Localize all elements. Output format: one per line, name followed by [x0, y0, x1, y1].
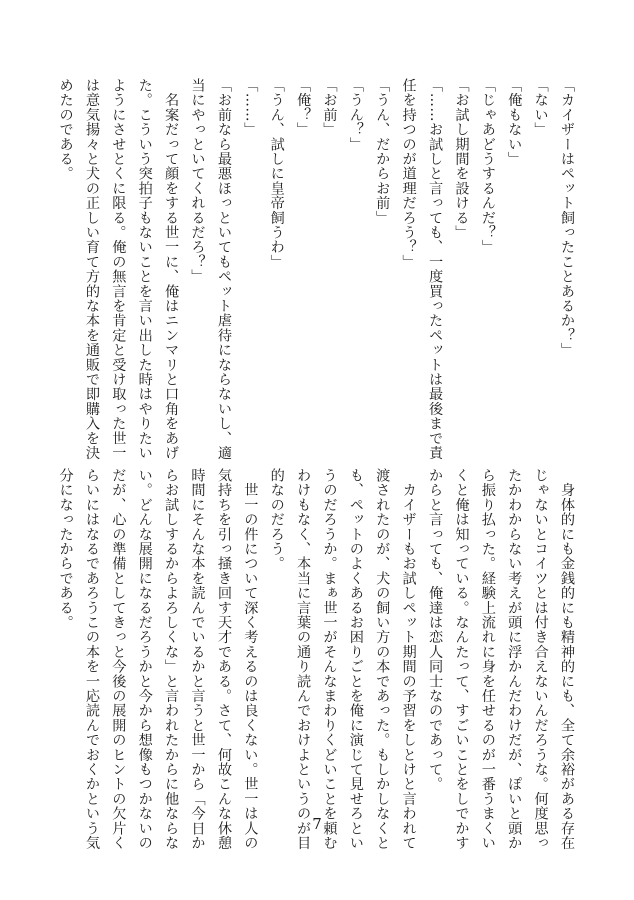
lower-text-block — [46, 468, 575, 851]
text-column: 当にやっといてくれるだろ？」 — [189, 78, 206, 284]
text-column: 「……」 — [242, 78, 259, 137]
text-column: からと言っても、俺達は恋人同士なのであって。 — [427, 468, 444, 792]
text-column: 「……お試しと言っても、一度買ったペットは最後まで責 — [427, 78, 444, 461]
text-column: ら振り払った。経験上流れに身を任せるのが一番うまくい — [479, 468, 496, 851]
text-column: い。どんな展開になるだろうかと今から想像もつかないの — [136, 468, 153, 851]
text-column: 「ない」 — [532, 78, 549, 137]
text-column: 時間にそんな本を読んでいるかと言うと世一から「今日か — [189, 468, 206, 851]
text-column: 名案だって顔をする世一に、俺はニンマリと口角をあげ — [163, 78, 180, 461]
text-column: 「お前」 — [321, 78, 338, 137]
text-column: 任を持つのが道理だろう？」 — [400, 78, 417, 270]
text-column: 「俺？」 — [295, 78, 312, 137]
text-column: らいにはなるであろうこの本を一応読んでおくかという気 — [83, 468, 100, 851]
text-column: 分になったからである。 — [57, 468, 74, 630]
text-column: たかわからない考えが頭に浮かんだわけだが、ぽいと頭か — [506, 468, 523, 851]
text-column: 「うん？」 — [347, 78, 364, 152]
text-column: も、ペットのよくあるお困りごとを俺に演じて見せろとい — [347, 468, 364, 851]
text-column: めたのである。 — [57, 78, 74, 181]
text-column: 「うん、だからお前」 — [374, 78, 391, 225]
text-column: うのだろうか。まぁ世一がそんなまわりくどいことを頼む — [321, 468, 338, 851]
text-column: らお試しするからよろしくな」と言われたからに他ならな — [163, 468, 180, 851]
upper-text-block — [46, 78, 575, 461]
text-column: カイザーもお試しペット期間の予習をしとけと言われて — [400, 468, 417, 851]
page-number: 7 — [312, 815, 322, 833]
text-column: 「お試し期間を設ける」 — [453, 78, 470, 240]
text-column: 身体的にも金銭的にも精神的にも、全て余裕がある存在 — [559, 468, 575, 851]
text-column: ようにさせとくに限る。俺の無言を肯定と受け取った世一 — [110, 78, 127, 461]
text-column: くと俺は知っている。なんたって、すごいことをしでかす — [453, 468, 470, 851]
text-column: 世一の件について深く考えるのは良くない。世一は人の — [242, 468, 259, 851]
text-column: だが、心の準備としてきっと今後の展開のヒントの欠片く — [110, 468, 127, 851]
text-column: 「カイザーはペット飼ったことあるか？」 — [559, 78, 575, 358]
text-column: 的なのだろう。 — [268, 468, 285, 571]
text-column: じゃないとコイツとは付き合えないんだろうな。何度思っ — [532, 468, 549, 851]
text-column: 「うん、試しに皇帝飼うわ」 — [268, 78, 285, 270]
text-column: 渡されたのが、犬の飼い方の本であった。もしかしなくと — [374, 468, 391, 851]
text-column: は意気揚々と犬の正しい育て方的な本を通販で即購入を決 — [83, 78, 100, 461]
text-column: た。こういう突拍子もないことを言い出した時はやりたい — [136, 78, 153, 461]
text-column: 「お前なら最悪ほっといてもペット虐待にならないし、適 — [215, 78, 232, 461]
text-column: 気持ちを引っ掻き回す天才である。さて、何故こんな休憩 — [215, 468, 232, 851]
text-column: 「じゃあどうするんだ？」 — [479, 78, 496, 255]
text-column: 「俺もない」 — [506, 78, 523, 167]
text-column: わけもなく、本当に言葉の通り読んでおけよというのが目 — [295, 468, 312, 851]
